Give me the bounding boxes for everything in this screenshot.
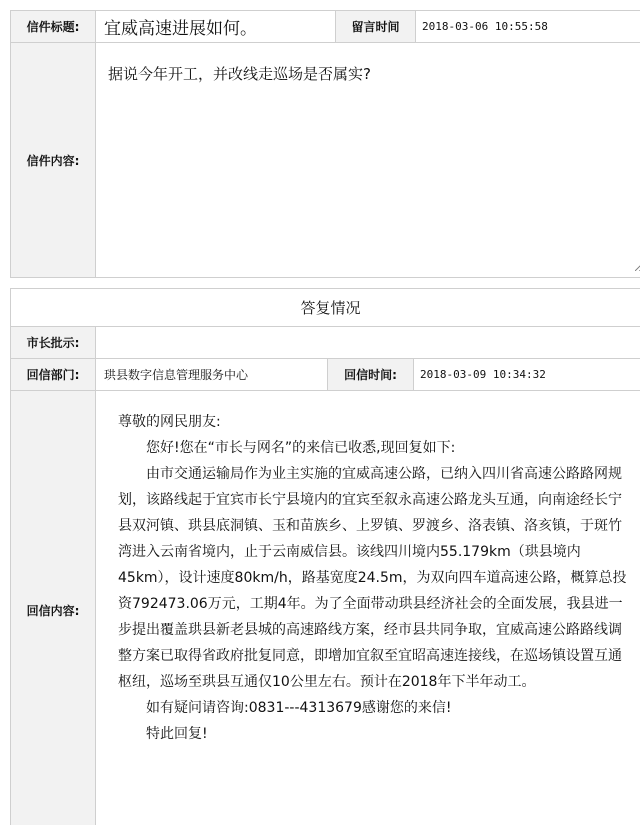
letter-content-box[interactable] [96, 43, 640, 277]
reply-para-4: 特此回复! [146, 726, 208, 742]
reply-time-label: 回信时间: [328, 359, 414, 391]
reply-dept-label: 回信部门: [11, 359, 96, 391]
mayor-note [96, 327, 640, 359]
letter-title: 宜威高速进展如何。 [96, 11, 336, 43]
reply-para-2: 由市交通运输局作为业主实施的宜威高速公路，已纳入四川省高速公路路网规划，该路线起于宜宾市长宁县境内的宜宾至叙永高速公路龙头互通，向南途经长宁县双河镇、珙县底洞镇、玉和苗族乡、上罗镇、罗渡乡、洛表镇、洛亥镇，于斑竹湾进入云南省境内，止于云南威信县。该线四川境内55.179km（珙县境内45km），设计速度80km/h，路基宽度24.5m，为双向四车道高速公路，概算总投资792473.06万元，工期4年。为了全面带动珙县经济社会的全面发展，我县进一步提出覆盖珙县新老县城的高速路线方案，经市县共同争取，宜威高速公路路线调整方案已取得省政府批复同意，即增加宜叙至宜昭高速连接线，在巡场镇设置互通枢纽，巡场至珙县互通仅10公里左右。预计在2018年下半年动工。 [118, 466, 627, 690]
reply-time: 2018-03-09 10:34:32 [414, 359, 640, 391]
reply-table [10, 288, 640, 825]
letter-time: 2018-03-06 10:55:58 [416, 11, 640, 43]
resize-grip-icon[interactable] [635, 262, 640, 271]
letter-content: 据说今年开工，并改线走巡场是否属实? [108, 65, 371, 83]
reply-para-3: 如有疑问请咨询:0831---4313679感谢您的来信! [146, 700, 452, 716]
letter-content-label: 信件内容: [11, 43, 96, 278]
reply-content [96, 391, 640, 825]
mayor-label: 市长批示: [11, 327, 96, 359]
reply-content-label: 回信内容: [11, 391, 96, 825]
reply-section-title: 答复情况 [11, 289, 640, 327]
reply-dept: 珙县数字信息管理服务中心 [96, 359, 328, 391]
letter-time-label: 留言时间 [336, 11, 416, 43]
reply-para-1: 您好!您在“市长与网名”的来信已收悉,现回复如下: [146, 440, 456, 456]
letter-table [10, 10, 640, 278]
letter-title-label: 信件标题: [11, 11, 96, 43]
reply-greeting: 尊敬的网民朋友: [118, 414, 221, 430]
letter-content-cell [96, 43, 640, 278]
